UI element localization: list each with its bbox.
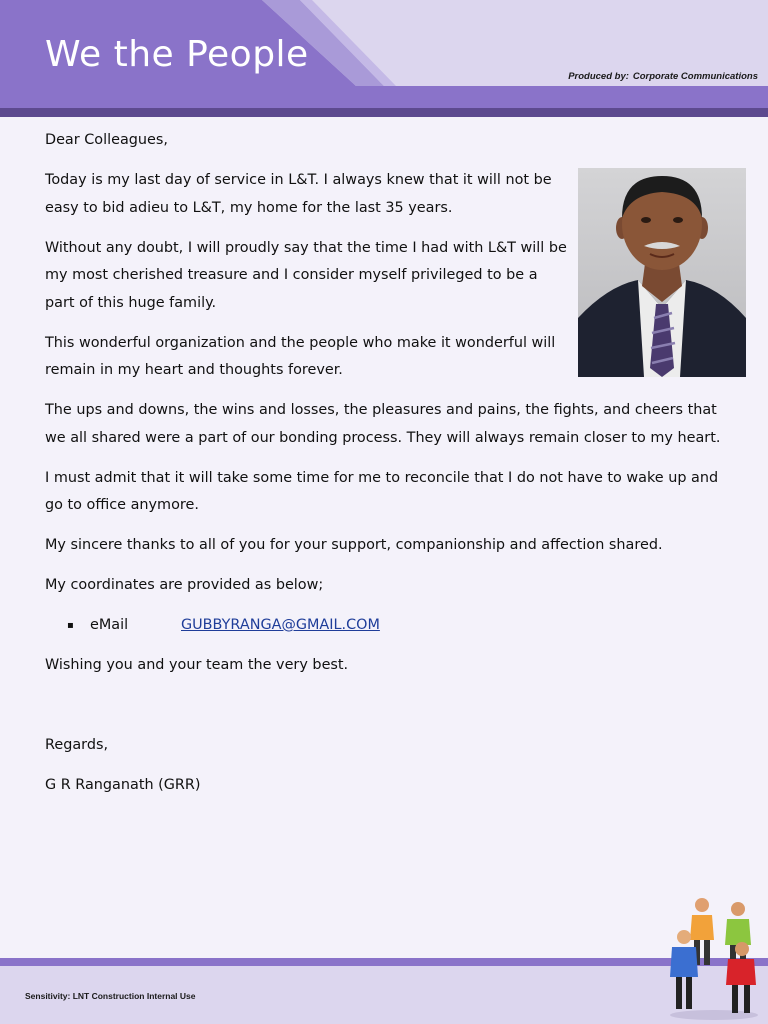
email-link[interactable]: GUBBYRANGA@GMAIL.COM (181, 617, 380, 633)
signature: G R Ranganath (GRR) (45, 777, 201, 793)
paragraph-1: Today is my last day of service in L&T. I always knew that it will not be easy to bid adieu to L&T, my home for the last 35 years. (45, 172, 552, 216)
produced-by-label: Produced by: (568, 71, 629, 82)
salutation: Dear Colleagues, (45, 132, 168, 148)
closing-wish: Wishing you and your team the very best. (45, 657, 349, 673)
paragraph-6: My sincere thanks to all of you for your support, companionship and affection shared. (45, 537, 663, 553)
header-banner (0, 0, 768, 117)
page-title: We the People (45, 34, 309, 75)
contact-email-row (45, 612, 735, 640)
paragraph-7: My coordinates are provided as below; (45, 577, 324, 593)
people-illustration (664, 895, 764, 1020)
people-group-icon (664, 895, 764, 1024)
email-label: eMail (90, 617, 129, 633)
bullet-icon: ▪ (67, 620, 74, 631)
sensitivity-label: Sensitivity: LNT Construction Internal Use (25, 991, 196, 1001)
regards: Regards, (45, 737, 109, 753)
paragraph-2: Without any doubt, I will proudly say that the time I had with L&T will be my most cherished treasure and I consider myself privileged to be a part of this huge family. (45, 239, 567, 311)
produced-by-value: Corporate Communications (632, 71, 758, 82)
produced-by (568, 71, 758, 82)
paragraph-4: The ups and downs, the wins and losses, the pleasures and pains, the fights, and cheers that we all shared were a part of our bonding process. They will always remain closer to my heart. (45, 402, 721, 446)
paragraph-3: This wonderful organization and the people who make it wonderful will remain in my heart and thoughts forever. (45, 334, 556, 378)
letter-body (45, 127, 735, 812)
spacer (45, 692, 735, 732)
paragraph-5: I must admit that it will take some time for me to reconcile that I do not have to wake up and go to office anymore. (45, 469, 719, 513)
